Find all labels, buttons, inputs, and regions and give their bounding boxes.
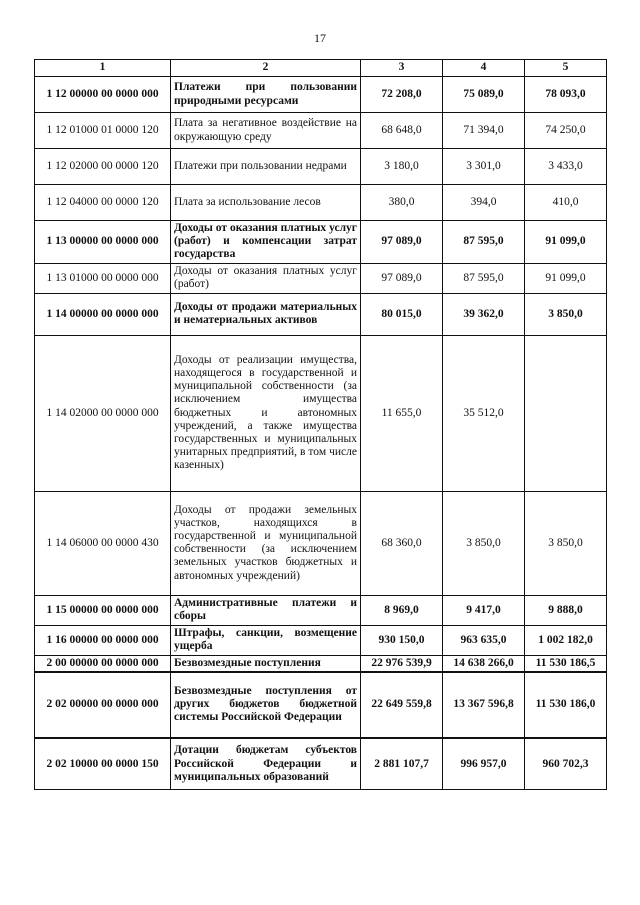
row-value-5: 1 002 182,0 bbox=[525, 625, 607, 655]
row-value-4: 394,0 bbox=[443, 185, 525, 221]
row-name: Административные платежи и сборы bbox=[171, 595, 361, 625]
budget-table bbox=[34, 59, 607, 790]
row-name: Штрафы, санкции, возмещение ущерба bbox=[171, 625, 361, 655]
row-value-5: 91 099,0 bbox=[525, 221, 607, 264]
row-value-4: 13 367 596,8 bbox=[443, 672, 525, 738]
row-value-4: 14 638 266,0 bbox=[443, 655, 525, 672]
row-code: 1 16 00000 00 0000 000 bbox=[35, 625, 171, 655]
table-row bbox=[35, 149, 607, 185]
row-name: Доходы от продажи материальных и нематериальных активов bbox=[171, 293, 361, 335]
table-row bbox=[35, 672, 607, 738]
row-name: Доходы от реализации имущества, находящегося в государственной и муниципальной собственности (за исключением имущества бюджетных и автономных учреждений, а также имущества государственных и муниципальных унитарных предприятий, в том числе казенных) bbox=[171, 335, 361, 491]
row-value-3: 68 648,0 bbox=[361, 113, 443, 149]
row-value-3: 80 015,0 bbox=[361, 293, 443, 335]
row-code: 2 00 00000 00 0000 000 bbox=[35, 655, 171, 672]
table-row bbox=[35, 595, 607, 625]
row-value-3: 22 976 539,9 bbox=[361, 655, 443, 672]
row-value-5: 410,0 bbox=[525, 185, 607, 221]
row-value-3: 2 881 107,7 bbox=[361, 738, 443, 790]
row-value-5: 11 530 186,5 bbox=[525, 655, 607, 672]
row-name: Доходы от оказания платных услуг (работ) и компенсации затрат государства bbox=[171, 221, 361, 264]
row-value-5: 9 888,0 bbox=[525, 595, 607, 625]
row-value-4: 35 512,0 bbox=[443, 335, 525, 491]
table-row bbox=[35, 185, 607, 221]
row-value-3: 930 150,0 bbox=[361, 625, 443, 655]
row-value-3: 8 969,0 bbox=[361, 595, 443, 625]
row-value-3: 72 208,0 bbox=[361, 77, 443, 113]
row-code: 1 13 00000 00 0000 000 bbox=[35, 221, 171, 264]
row-value-5 bbox=[525, 335, 607, 491]
row-value-4: 3 301,0 bbox=[443, 149, 525, 185]
row-value-3: 3 180,0 bbox=[361, 149, 443, 185]
row-value-3: 22 649 559,8 bbox=[361, 672, 443, 738]
row-code: 1 12 04000 00 0000 120 bbox=[35, 185, 171, 221]
row-value-4: 963 635,0 bbox=[443, 625, 525, 655]
row-code: 1 12 00000 00 0000 000 bbox=[35, 77, 171, 113]
row-value-3: 11 655,0 bbox=[361, 335, 443, 491]
row-code: 2 02 10000 00 0000 150 bbox=[35, 738, 171, 790]
row-value-5: 3 850,0 bbox=[525, 491, 607, 595]
row-value-4: 996 957,0 bbox=[443, 738, 525, 790]
row-value-3: 380,0 bbox=[361, 185, 443, 221]
row-code: 1 14 02000 00 0000 000 bbox=[35, 335, 171, 491]
row-code: 1 14 06000 00 0000 430 bbox=[35, 491, 171, 595]
row-code: 1 12 01000 01 0000 120 bbox=[35, 113, 171, 149]
column-header-3: 3 bbox=[361, 60, 443, 77]
row-value-5: 3 850,0 bbox=[525, 293, 607, 335]
row-name: Доходы от продажи земельных участков, находящихся в государственной и муниципальной собственности (за исключением земельных участков бюджетных и автономных учреждений) bbox=[171, 491, 361, 595]
row-value-3: 97 089,0 bbox=[361, 263, 443, 293]
row-name: Дотации бюджетам субъектов Российской Федерации и муниципальных образований bbox=[171, 738, 361, 790]
row-name: Доходы от оказания платных услуг (работ) bbox=[171, 263, 361, 293]
column-header-2: 2 bbox=[171, 60, 361, 77]
table-row bbox=[35, 625, 607, 655]
row-value-4: 9 417,0 bbox=[443, 595, 525, 625]
table-row bbox=[35, 263, 607, 293]
row-code: 2 02 00000 00 0000 000 bbox=[35, 672, 171, 738]
table-row bbox=[35, 113, 607, 149]
row-code: 1 12 02000 00 0000 120 bbox=[35, 149, 171, 185]
table-row bbox=[35, 738, 607, 790]
row-value-4: 75 089,0 bbox=[443, 77, 525, 113]
column-header-4: 4 bbox=[443, 60, 525, 77]
row-value-4: 3 850,0 bbox=[443, 491, 525, 595]
table-row bbox=[35, 655, 607, 672]
row-code: 1 13 01000 00 0000 000 bbox=[35, 263, 171, 293]
row-name: Платежи при пользовании недрами bbox=[171, 149, 361, 185]
row-name: Плата за негативное воздействие на окружающую среду bbox=[171, 113, 361, 149]
row-value-5: 3 433,0 bbox=[525, 149, 607, 185]
table-row bbox=[35, 293, 607, 335]
row-name: Платежи при пользовании природными ресурсами bbox=[171, 77, 361, 113]
table-row bbox=[35, 77, 607, 113]
row-value-5: 11 530 186,0 bbox=[525, 672, 607, 738]
row-value-4: 71 394,0 bbox=[443, 113, 525, 149]
row-value-5: 91 099,0 bbox=[525, 263, 607, 293]
column-header-1: 1 bbox=[35, 60, 171, 77]
table-row bbox=[35, 491, 607, 595]
row-value-3: 97 089,0 bbox=[361, 221, 443, 264]
row-code: 1 15 00000 00 0000 000 bbox=[35, 595, 171, 625]
page-number: 17 bbox=[314, 31, 326, 45]
row-value-5: 78 093,0 bbox=[525, 77, 607, 113]
table-row bbox=[35, 335, 607, 491]
row-code: 1 14 00000 00 0000 000 bbox=[35, 293, 171, 335]
row-value-3: 68 360,0 bbox=[361, 491, 443, 595]
row-name: Плата за использование лесов bbox=[171, 185, 361, 221]
row-name: Безвозмездные поступления bbox=[171, 655, 361, 672]
row-value-5: 74 250,0 bbox=[525, 113, 607, 149]
row-value-4: 87 595,0 bbox=[443, 263, 525, 293]
row-value-5: 960 702,3 bbox=[525, 738, 607, 790]
row-value-4: 87 595,0 bbox=[443, 221, 525, 264]
row-value-4: 39 362,0 bbox=[443, 293, 525, 335]
column-header-5: 5 bbox=[525, 60, 607, 77]
table-header-row bbox=[35, 60, 607, 77]
row-name: Безвозмездные поступления от других бюджетов бюджетной системы Российской Федерации bbox=[171, 672, 361, 738]
table-row bbox=[35, 221, 607, 264]
